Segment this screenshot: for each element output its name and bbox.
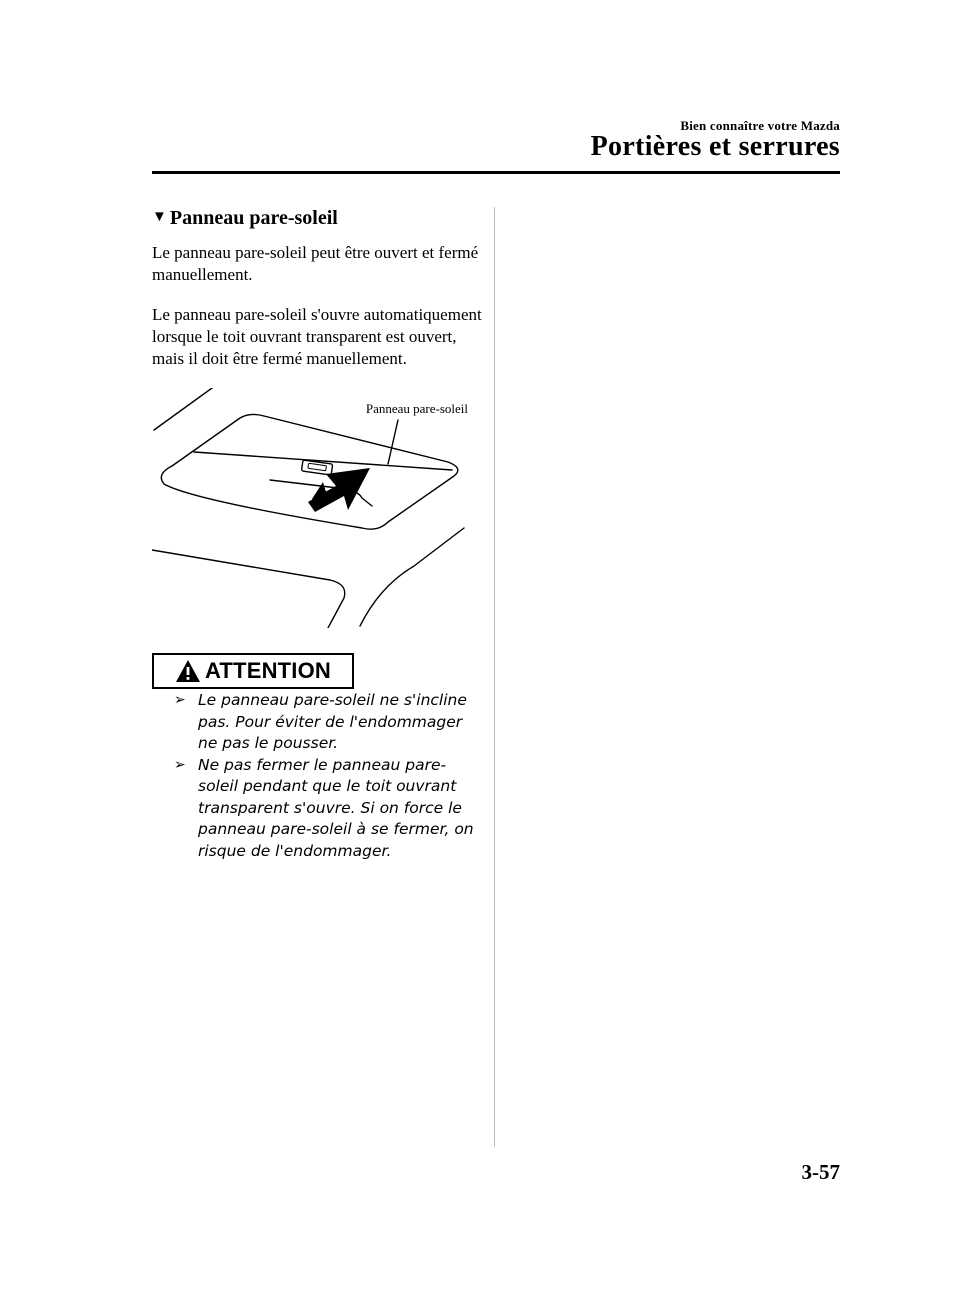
list-item (174, 690, 484, 755)
section-title-text: Panneau pare-soleil (169, 207, 338, 229)
attention-item-1: Le panneau pare-soleil ne s'incline pas. Pour éviter de l'endommager ne pas le pousser. (198, 691, 467, 752)
sunshade-illustration (152, 388, 482, 628)
section-title (152, 207, 482, 230)
roof-edge-line (154, 388, 212, 430)
arrow-bullet-icon: ➢ (174, 692, 186, 708)
attention-list (174, 690, 484, 862)
warning-triangle-icon (175, 659, 201, 683)
sunshade-figure (152, 388, 482, 628)
list-item (174, 755, 484, 863)
attention-label: ATTENTION (204, 658, 332, 683)
arrow-bullet-icon: ➢ (174, 756, 186, 773)
down-triangle-icon: ▼ (152, 209, 167, 225)
left-column (152, 207, 482, 628)
attention-box (152, 653, 354, 689)
label-leader-line (388, 420, 398, 464)
cabin-line-right (360, 528, 464, 626)
header-subtitle: Bien connaître votre Mazda (680, 118, 840, 133)
attention-item-2: Ne pas fermer le panneau pare-soleil pendant que le toit ouvrant transparent s'ouvre. Si on force le panneau pare-soleil à se fermer, on risque de l'endommager. (198, 755, 474, 860)
panel-inner-line (194, 452, 452, 470)
cabin-line-lower (152, 550, 345, 628)
double-arrow-icon (308, 468, 370, 512)
figure-label: Panneau pare-soleil (365, 401, 468, 416)
page-title: Portières et serrures (590, 131, 840, 162)
header-rule (152, 171, 840, 174)
sunshade-handle (301, 460, 332, 475)
column-divider (494, 207, 495, 1147)
paragraph-2: Le panneau pare-soleil s'ouvre automatiquement lorsque le toit ouvrant transparent est ouvert, mais il doit être fermé manuellement. (152, 305, 482, 368)
paragraph-1: Le panneau pare-soleil peut être ouvert et fermé manuellement. (152, 243, 479, 284)
page-number: 3-57 (801, 1160, 840, 1184)
